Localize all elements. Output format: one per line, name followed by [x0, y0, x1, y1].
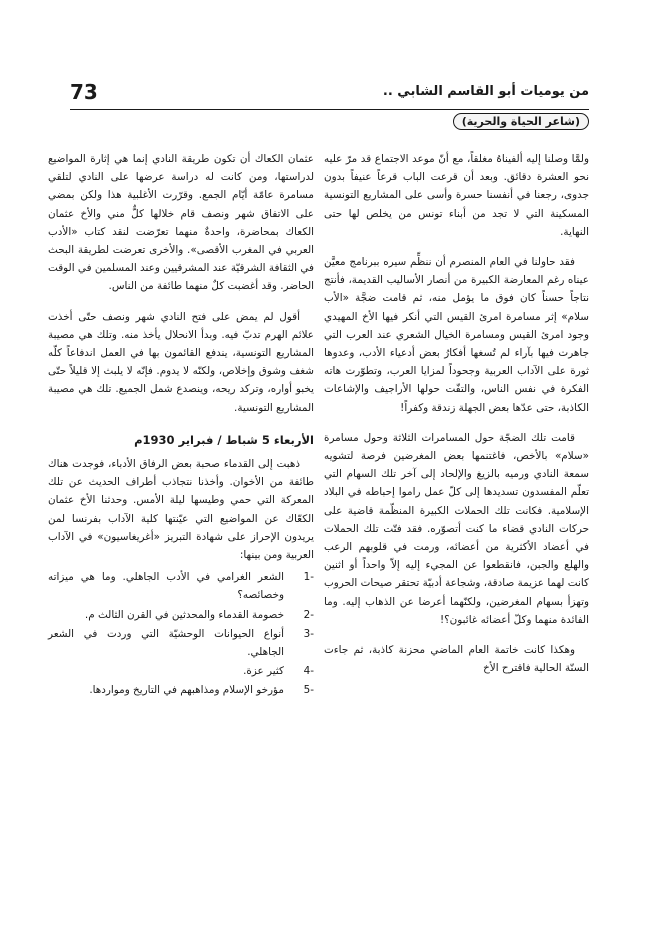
list-item-text: الشعر الغرامي في الأدب الجاهلي. وما هي ميزاته وخصائصه؟: [48, 571, 284, 602]
list-item-text: كثير عزة.: [243, 665, 284, 678]
header-divider: [70, 109, 589, 110]
right-column: [324, 150, 589, 689]
list-item-number: -4: [303, 665, 314, 678]
list-item: [48, 662, 314, 680]
running-title: من يوميات أبو القاسم الشابي ..: [382, 84, 589, 99]
list-item: [48, 568, 314, 604]
paragraph: قامت تلك الضجّة حول المسامرات الثلاثة وحول مسامرة «سلام» بالأخص، فاغتنمها بعض المغرضين فرصة لتشويه سمعة النادي ورميه بالزيغ والإلحاد إلى آخر تلك السهام التي تعلّم المفسدون تسديدها إلى كلّ عمل راموا إحباطه في البلاد الإسلامية. فكانت تلك الحملات الكبيرة المنظّمة قاضية على حركات النادي قضاء ما كنت أتصوّره. فقد فتّت تلك الحملات في أعضاد الأكثرية من أعضائه، ورمت في قلوبهم الرعب والهلع والجبن، فانقطعوا عن المجيء إليه إلاّ واحداً أو اثنين كانت لهما عزيمة صادقة، وشجاعة أدبيّة تحتقر صيحات الحروب وتهزأ بسهام المغرضين، ولكنّهما أعرضا عن الذهاب إليه. وما الفائدة منهما وكلّ أعضائه غائبون؟!: [324, 431, 589, 626]
running-subtitle: (شاعر الحياة والحرية): [453, 113, 589, 130]
date-heading: الأربعاء 5 شباط / فبراير 1930م: [134, 432, 314, 447]
paragraph: عثمان الكعاك أن تكون طريقة النادي إنما هي إثارة المواضيع لدراستها، ومن كانت له دراسة عرضها على النادي لتلقي مسامرة عامّة أيّام الجمع. وقرّرت الأغلبية هذا ولكن بمضي على الاتفاق شهر ونصف قام خلالها كلٌّ مني والأخ عثمان الكعاك بمحاضرة، واحدةٌ منهما تعرّضت لنقد كتاب «الأدب العربي في المغرب الأقصى». والأخرى تعرضت لطريقة البحث في الثقافة الشرقيّة عند المشرقيين وعند المسلمين في الوقت الحاضر. وقد أغضبت كلٌ منهما طائفة من الناس.: [48, 153, 314, 293]
list-item-number: -3: [303, 627, 314, 640]
left-column: [48, 150, 314, 701]
page-number: 73: [70, 80, 98, 104]
paragraph: ذهبت إلى القدماء صحبة بعض الرفاق الأدباء، فوجدت هناك طائفة من الأخوان. وأخذنا نتجاذب أطراف الحديث عن تلك المعركة التي حمي وطيسها ليلة الأمس. وحدثنا الأخ عثمان الكعّاك عن المواضيع التي عيّنتها كلية الآداب بفرنسا لمن يريدون الإحراز على شهادة التبريز «أغريغاسيون» في الآداب العربية ومن بينها:: [48, 458, 314, 562]
topics-list: [48, 568, 314, 699]
paragraph: فقد حاولنا في العام المنصرم أن ننظِّم سيره ببرنامج معيَّن عيناه رغم المعارضة الكبيرة من أنصار الأساليب القديمة، فأنتج نتاجاً حسناً كان فوق ما يؤمل منه، ثم قامت ضجَّة «الأب سلام» إثر مسامرة امرئ القيس التي أنكر فيها الأخ المهيدي وجود امرئ القيس ومسامرة الخيال الشعري عند العرب التي جاهرت فيها بآراء لم تُسغها أفكارُ بعض أدعياء الأدب، وعدوها ثورة على الآداب العربية وجحوداً لمزايا العرب، وتطوّرت هاته الفكرة في نفس الناس، والتفّت حولها الأراجيف والإشاعات الكاذبة، حتى عدّها بعض الجهلة زندقة وكفراً!: [324, 256, 589, 414]
list-item: [48, 625, 314, 661]
list-item: [48, 681, 314, 699]
list-item-number: -1: [303, 571, 314, 584]
paragraph: أقول لم يمض على فتح النادي شهر ونصف حتّى أخذت علائم الهرم تدبّ فيه. وبدأ الانحلال يأخذ منه. وتلك هي مصيبة المشاريع التونسية، يندفع القائمون بها في العمل اندفاعاً كلّه شغف وشوق وإخلاص، ولكنّه لا يدوم. فإنّه لا يلبث إلا قليلاً حتّى يخبو أواره، وتركد ريحه، وينصدع شمل الجميع. تلك هي مصيبة المشاريع التونسية.: [48, 310, 314, 414]
list-item-text: مؤرخو الإسلام ومذاهبهم في التاريخ ومواردها.: [89, 684, 284, 697]
list-item-text: خصومة القدماء والمحدثين في القرن الثالث م.: [84, 608, 284, 621]
list-item-number: -2: [303, 608, 314, 621]
paragraph: وهكذا كانت خاتمة العام الماضي محزنة كاذبة، ثم جاءت السنّة الحالية فاقترح الأخ: [324, 644, 589, 675]
list-item-number: -5: [303, 684, 314, 697]
list-item: [48, 606, 314, 624]
paragraph: ولمَّا وصلنا إليه ألفيناهُ مغلقاً، مع أنّ موعد الاجتماع قد مرّ عليه نحو العشرة دقائق. وبعد أن قرعت الباب قرعاً عنيفاً بدون جدوى، رجعنا في أنفسنا حسرة وأسى على المشاريع التونسية المسكينة التي لا تجد من أبناء تونس من يخلص لها حتى النهاية.: [324, 153, 589, 238]
list-item-text: أنواع الحيوانات الوحشيّة التي وردت في الشعر الجاهلي.: [48, 627, 284, 659]
